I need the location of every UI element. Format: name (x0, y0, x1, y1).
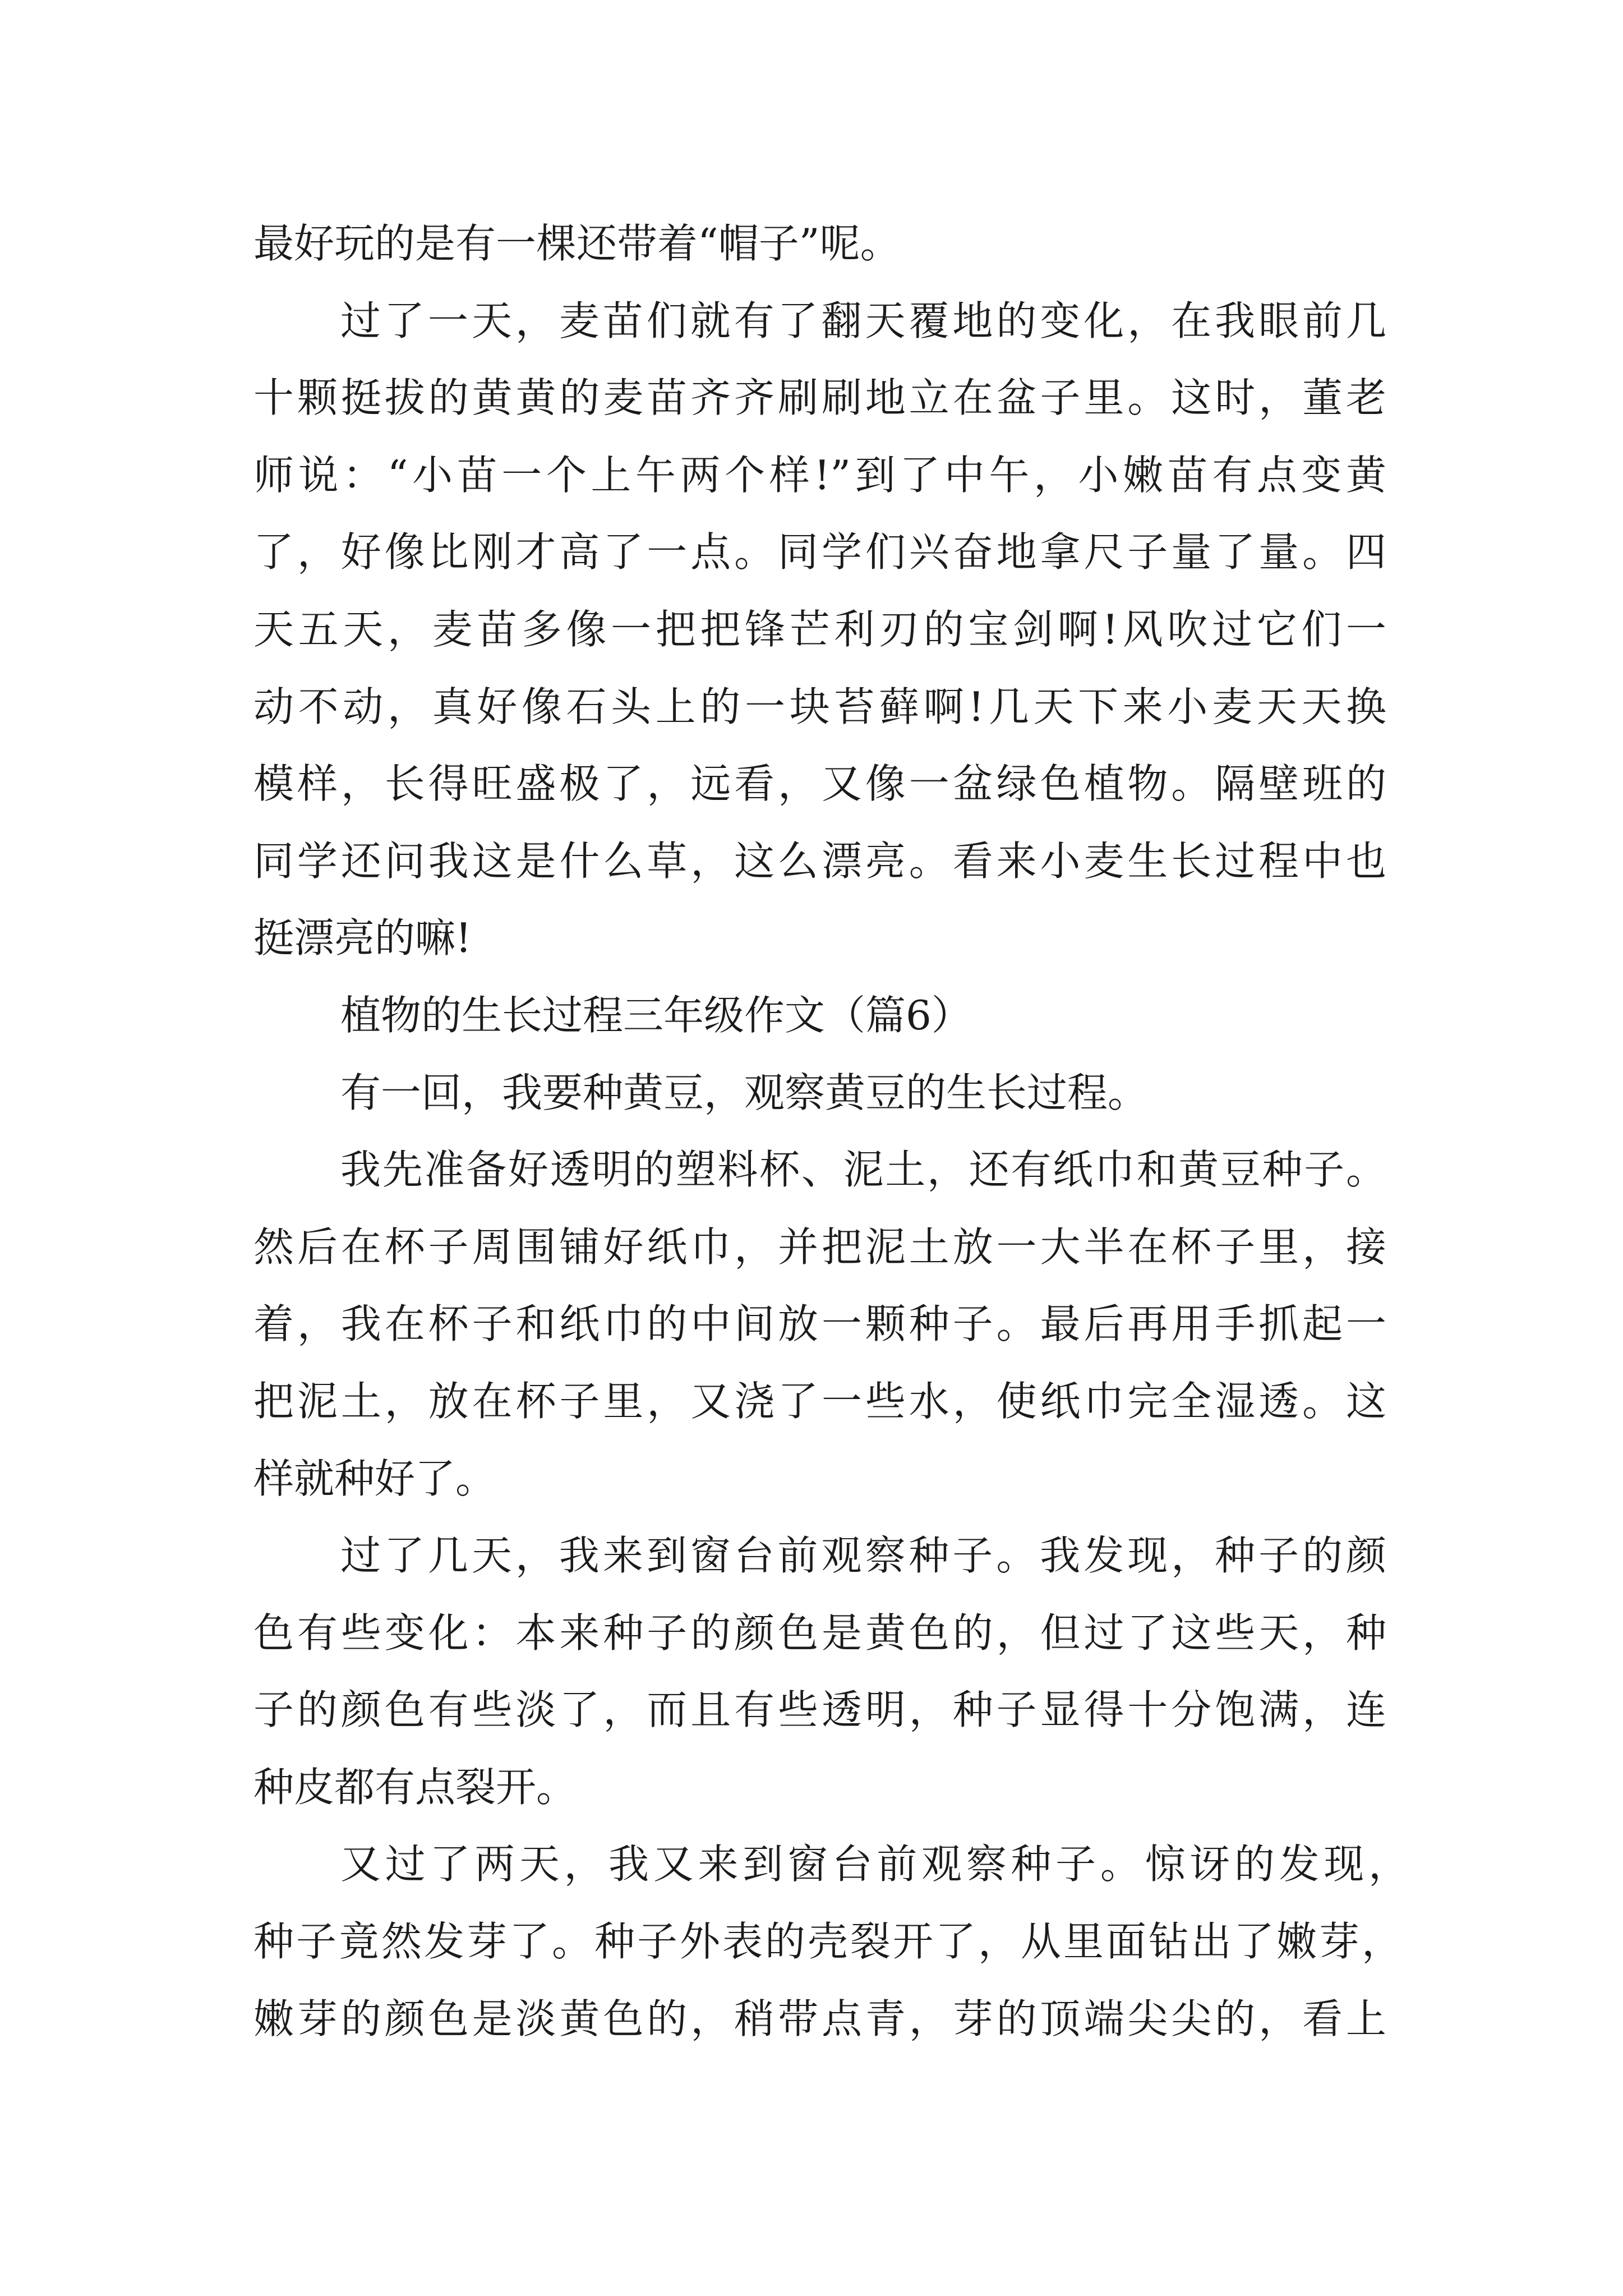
text-line: 动不动，真好像石头上的一块苔藓啊!几天下来小麦天天换 (253, 683, 1386, 730)
text-line: 种皮都有点裂开。 (253, 1763, 577, 1811)
paragraph (253, 283, 1431, 977)
text-line: 然后在杯子周围铺好纸巾，并把泥土放一大半在杯子里，接 (253, 1223, 1386, 1271)
text-line: 了，好像比刚才高了一点。同学们兴奋地拿尺子量了量。四 (253, 528, 1386, 576)
text-line: 挺漂亮的嘛! (253, 914, 472, 962)
text-line: 嫩芽的颜色是淡黄色的，稍带点青，芽的顶端尖尖的，看上 (253, 1995, 1386, 2042)
text-line: 把泥土，放在杯子里，又浇了一些水，使纸巾完全湿透。这 (253, 1377, 1386, 1425)
text-line: 种子竟然发芽了。种子外表的壳裂开了，从里面钻出了嫩芽， (253, 1918, 1402, 1966)
text-line: 过了一天，麦苗们就有了翻天覆地的变化，在我眼前几 (340, 297, 1386, 344)
text-line: 我先准备好透明的塑料杯、泥土，还有纸巾和黄豆种子。 (340, 1146, 1386, 1194)
essay-title: 植物的生长过程三年级作文（篇6） (340, 991, 972, 1039)
text-line: 同学还问我这是什么草，这么漂亮。看来小麦生长过程中也 (253, 837, 1386, 885)
text-line: 师说：“小苗一个上午两个样!”到了中午，小嫩苗有点变黄 (253, 451, 1386, 499)
text-line: 子的颜色有些淡了，而且有些透明，种子显得十分饱满，连 (253, 1686, 1386, 1734)
paragraph (253, 1131, 1431, 1517)
text-line: 色有些变化：本来种子的颜色是黄色的，但过了这些天，种 (253, 1609, 1386, 1657)
text-line: 过了几天，我来到窗台前观察种子。我发现，种子的颜 (340, 1532, 1386, 1580)
text-block (253, 205, 1431, 2058)
text-line: 样就种好了。 (253, 1455, 496, 1502)
text-line: 最好玩的是有一棵还带着“帽子”呢。 (253, 220, 901, 267)
text-line: 十颗挺拔的黄黄的麦苗齐齐刷刷地立在盆子里。这时，董老 (253, 374, 1386, 422)
paragraph (253, 205, 1431, 283)
paragraph (253, 1055, 1431, 1132)
text-line: 天五天，麦苗多像一把把锋芒利刃的宝剑啊!风吹过它们一 (253, 605, 1386, 653)
paragraph (253, 1826, 1431, 2058)
text-line: 又过了两天，我又来到窗台前观察种子。惊讶的发现， (340, 1841, 1409, 1888)
text-line: 模样，长得旺盛极了，远看，又像一盆绿色植物。隔壁班的 (253, 760, 1386, 808)
text-line: 着，我在杯子和纸巾的中间放一颗种子。最后再用手抓起一 (253, 1300, 1386, 1348)
text-line: 有一回，我要种黄豆，观察黄豆的生长过程。 (340, 1069, 1149, 1116)
paragraph (253, 1517, 1431, 1826)
